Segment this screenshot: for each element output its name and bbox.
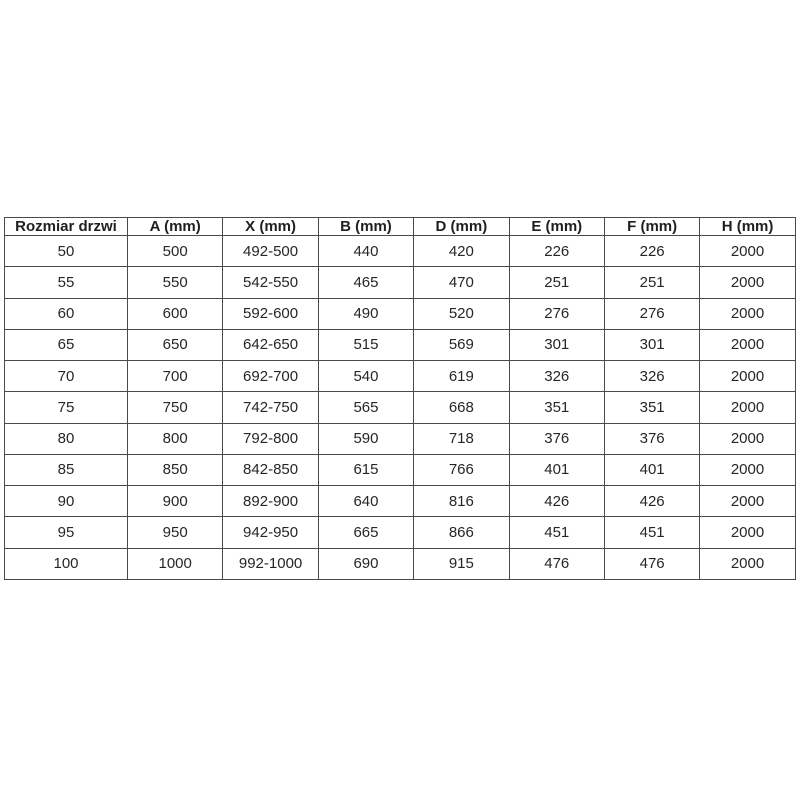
table-cell: 915 — [414, 548, 509, 579]
table-cell: 95 — [5, 517, 128, 548]
column-header: E (mm) — [509, 218, 604, 236]
table-cell: 900 — [128, 486, 223, 517]
table-row — [5, 361, 796, 392]
table-cell: 90 — [5, 486, 128, 517]
table-cell: 65 — [5, 329, 128, 360]
table-cell: 75 — [5, 392, 128, 423]
table-cell: 2000 — [700, 267, 795, 298]
table-cell: 326 — [604, 361, 699, 392]
table-cell: 665 — [318, 517, 413, 548]
table-cell: 800 — [128, 423, 223, 454]
table-row — [5, 267, 796, 298]
column-header: Rozmiar drzwi — [5, 218, 128, 236]
table-cell: 565 — [318, 392, 413, 423]
table-row — [5, 423, 796, 454]
table-row — [5, 486, 796, 517]
table-cell: 950 — [128, 517, 223, 548]
table-cell: 2000 — [700, 548, 795, 579]
table-cell: 251 — [509, 267, 604, 298]
table-cell: 2000 — [700, 329, 795, 360]
table-cell: 700 — [128, 361, 223, 392]
table-cell: 668 — [414, 392, 509, 423]
table-body — [5, 236, 796, 580]
column-header: B (mm) — [318, 218, 413, 236]
table-cell: 490 — [318, 298, 413, 329]
table-cell: 816 — [414, 486, 509, 517]
table-cell: 690 — [318, 548, 413, 579]
table-row — [5, 392, 796, 423]
table-cell: 550 — [128, 267, 223, 298]
table-row — [5, 548, 796, 579]
table-cell: 619 — [414, 361, 509, 392]
table-cell: 451 — [604, 517, 699, 548]
table-cell: 540 — [318, 361, 413, 392]
table-cell: 992-1000 — [223, 548, 318, 579]
table-cell: 276 — [604, 298, 699, 329]
table-cell: 850 — [128, 454, 223, 485]
table-row — [5, 236, 796, 267]
table-cell: 70 — [5, 361, 128, 392]
table-cell: 401 — [604, 454, 699, 485]
table-cell: 792-800 — [223, 423, 318, 454]
table-cell: 426 — [509, 486, 604, 517]
table-cell: 640 — [318, 486, 413, 517]
table-cell: 2000 — [700, 486, 795, 517]
door-sizes-table — [4, 217, 796, 580]
table-cell: 476 — [604, 548, 699, 579]
table-cell: 470 — [414, 267, 509, 298]
table-cell: 842-850 — [223, 454, 318, 485]
column-header: X (mm) — [223, 218, 318, 236]
table-cell: 326 — [509, 361, 604, 392]
table-cell: 600 — [128, 298, 223, 329]
table-cell: 615 — [318, 454, 413, 485]
table-row — [5, 454, 796, 485]
table-cell: 351 — [509, 392, 604, 423]
table-cell: 465 — [318, 267, 413, 298]
table-cell: 55 — [5, 267, 128, 298]
table-cell: 2000 — [700, 454, 795, 485]
table-cell: 592-600 — [223, 298, 318, 329]
table-header-row — [5, 218, 796, 236]
table-cell: 85 — [5, 454, 128, 485]
table-cell: 451 — [509, 517, 604, 548]
table-cell: 942-950 — [223, 517, 318, 548]
column-header: F (mm) — [604, 218, 699, 236]
table-cell: 376 — [604, 423, 699, 454]
table-cell: 401 — [509, 454, 604, 485]
table-cell: 100 — [5, 548, 128, 579]
table-row — [5, 329, 796, 360]
table-cell: 226 — [604, 236, 699, 267]
table-cell: 692-700 — [223, 361, 318, 392]
table-cell: 642-650 — [223, 329, 318, 360]
table-cell: 376 — [509, 423, 604, 454]
table-cell: 2000 — [700, 298, 795, 329]
table-cell: 569 — [414, 329, 509, 360]
table-cell: 520 — [414, 298, 509, 329]
table-cell: 301 — [509, 329, 604, 360]
table-cell: 2000 — [700, 361, 795, 392]
table-cell: 492-500 — [223, 236, 318, 267]
table-cell: 80 — [5, 423, 128, 454]
table-cell: 650 — [128, 329, 223, 360]
table-cell: 251 — [604, 267, 699, 298]
table-cell: 500 — [128, 236, 223, 267]
table-cell: 440 — [318, 236, 413, 267]
table-cell: 590 — [318, 423, 413, 454]
table-cell: 2000 — [700, 423, 795, 454]
table-cell: 2000 — [700, 392, 795, 423]
column-header: D (mm) — [414, 218, 509, 236]
table-row — [5, 298, 796, 329]
table-cell: 742-750 — [223, 392, 318, 423]
table-cell: 750 — [128, 392, 223, 423]
table-row — [5, 517, 796, 548]
table-cell: 60 — [5, 298, 128, 329]
table-cell: 1000 — [128, 548, 223, 579]
table-cell: 2000 — [700, 517, 795, 548]
table-cell: 351 — [604, 392, 699, 423]
table-cell: 476 — [509, 548, 604, 579]
table-cell: 2000 — [700, 236, 795, 267]
column-header: A (mm) — [128, 218, 223, 236]
table-cell: 301 — [604, 329, 699, 360]
table-cell: 226 — [509, 236, 604, 267]
table-cell: 766 — [414, 454, 509, 485]
table-cell: 426 — [604, 486, 699, 517]
table-cell: 50 — [5, 236, 128, 267]
table-cell: 718 — [414, 423, 509, 454]
table-cell: 542-550 — [223, 267, 318, 298]
table-cell: 892-900 — [223, 486, 318, 517]
table-cell: 866 — [414, 517, 509, 548]
column-header: H (mm) — [700, 218, 795, 236]
table-cell: 276 — [509, 298, 604, 329]
table-cell: 420 — [414, 236, 509, 267]
table-cell: 515 — [318, 329, 413, 360]
